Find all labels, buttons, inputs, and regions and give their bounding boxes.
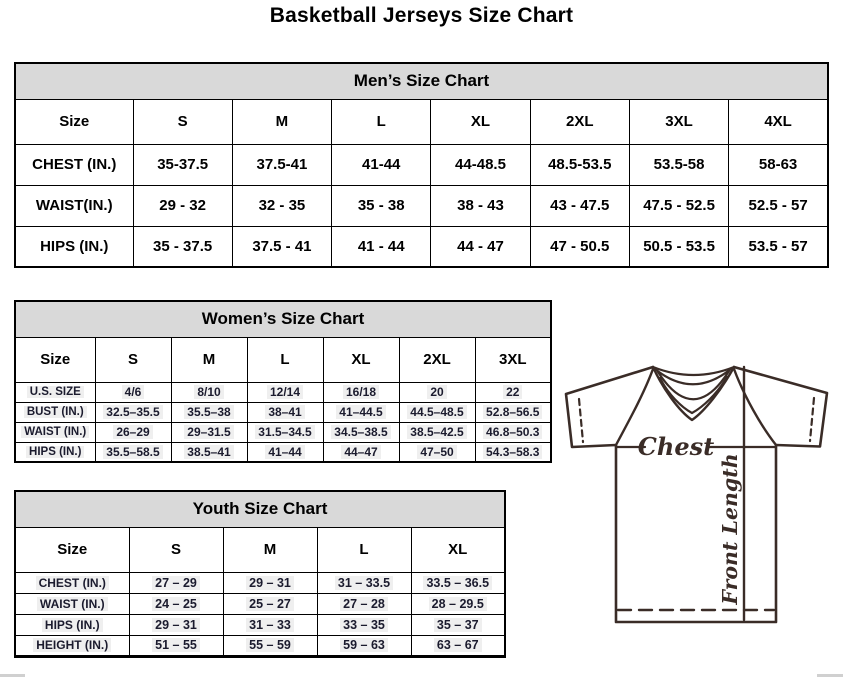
size-cell: 53.5 - 57	[729, 226, 828, 267]
row-label: HIPS (IN.)	[15, 614, 129, 635]
size-cell: 54.3–58.3	[475, 442, 551, 462]
size-cell: 16/18	[323, 382, 399, 402]
size-cell: 51 – 55	[129, 635, 223, 656]
row-label: WAIST (IN.)	[15, 422, 95, 442]
size-cell: 55 – 59	[223, 635, 317, 656]
column-header-2xl: 2XL	[530, 99, 629, 144]
size-cell: 29 – 31	[223, 572, 317, 593]
column-header-m: M	[232, 99, 331, 144]
size-cell: 47 - 50.5	[530, 226, 629, 267]
column-header-3xl: 3XL	[629, 99, 728, 144]
size-cell: 22	[475, 382, 551, 402]
size-cell: 31 – 33	[223, 614, 317, 635]
chest-label: Chest	[637, 432, 715, 461]
size-cell: 43 - 47.5	[530, 185, 629, 226]
size-cell: 32 - 35	[232, 185, 331, 226]
size-cell: 8/10	[171, 382, 247, 402]
size-cell: 35 - 38	[332, 185, 431, 226]
size-cell: 12/14	[247, 382, 323, 402]
row-label: U.S. SIZE	[15, 382, 95, 402]
jersey-outline	[566, 367, 827, 622]
scrollbar-fragment-right[interactable]	[817, 674, 843, 677]
table-row	[15, 185, 828, 226]
size-cell: 44-48.5	[431, 144, 530, 185]
size-cell: 35 – 37	[411, 614, 505, 635]
column-header-m: M	[171, 337, 247, 382]
row-label: WAIST(IN.)	[15, 185, 133, 226]
row-label: HEIGHT (IN.)	[15, 635, 129, 656]
column-header-xl: XL	[323, 337, 399, 382]
scrollbar-fragment-left[interactable]	[0, 674, 25, 677]
size-cell: 41-44	[332, 144, 431, 185]
size-cell: 34.5–38.5	[323, 422, 399, 442]
size-cell: 38.5–42.5	[399, 422, 475, 442]
size-cell: 4/6	[95, 382, 171, 402]
column-header-3xl: 3XL	[475, 337, 551, 382]
size-cell: 38.5–41	[171, 442, 247, 462]
column-header-m: M	[223, 527, 317, 572]
column-header-l: L	[332, 99, 431, 144]
row-label: HIPS (IN.)	[15, 226, 133, 267]
row-label: BUST (IN.)	[15, 402, 95, 422]
size-cell: 50.5 - 53.5	[629, 226, 728, 267]
men-chart-title: Men’s Size Chart	[15, 63, 828, 99]
size-cell: 24 – 25	[129, 593, 223, 614]
size-header: Size	[15, 337, 95, 382]
jersey-measurement-diagram	[550, 353, 843, 645]
size-cell: 38–41	[247, 402, 323, 422]
womens-size-table	[14, 300, 552, 463]
table-row	[15, 402, 551, 422]
size-cell: 63 – 67	[411, 635, 505, 656]
size-cell: 29 – 31	[129, 614, 223, 635]
table-row	[15, 422, 551, 442]
size-cell: 44 - 47	[431, 226, 530, 267]
size-header: Size	[15, 527, 129, 572]
size-cell: 20	[399, 382, 475, 402]
size-cell: 52.8–56.5	[475, 402, 551, 422]
size-cell: 35 - 37.5	[133, 226, 232, 267]
size-cell: 38 - 43	[431, 185, 530, 226]
size-cell: 44.5–48.5	[399, 402, 475, 422]
right-sleeve-seam	[734, 369, 776, 445]
size-cell: 58-63	[729, 144, 828, 185]
size-cell: 41–44	[247, 442, 323, 462]
column-header-l: L	[317, 527, 411, 572]
size-cell: 52.5 - 57	[729, 185, 828, 226]
table-row	[15, 614, 505, 635]
table-row	[15, 382, 551, 402]
size-cell: 46.8–50.3	[475, 422, 551, 442]
size-cell: 26–29	[95, 422, 171, 442]
column-header-l: L	[247, 337, 323, 382]
size-header: Size	[15, 99, 133, 144]
page-title: Basketball Jerseys Size Chart	[269, 4, 574, 27]
women-chart-title: Women’s Size Chart	[15, 301, 551, 337]
size-cell: 35-37.5	[133, 144, 232, 185]
size-cell: 48.5-53.5	[530, 144, 629, 185]
size-cell: 33.5 – 36.5	[411, 572, 505, 593]
row-label: HIPS (IN.)	[15, 442, 95, 462]
size-cell: 29–31.5	[171, 422, 247, 442]
mens-size-table	[14, 62, 829, 268]
column-header-s: S	[133, 99, 232, 144]
size-cell: 44–47	[323, 442, 399, 462]
size-cell: 37.5-41	[232, 144, 331, 185]
youth-chart-title: Youth Size Chart	[15, 491, 505, 527]
column-header-s: S	[129, 527, 223, 572]
left-sleeve-dash	[579, 399, 583, 442]
size-cell: 37.5 - 41	[232, 226, 331, 267]
table-row	[15, 593, 505, 614]
table-row	[15, 144, 828, 185]
table-row	[15, 442, 551, 462]
table-row	[15, 226, 828, 267]
size-cell: 32.5–35.5	[95, 402, 171, 422]
size-cell: 47.5 - 52.5	[629, 185, 728, 226]
size-cell: 27 – 28	[317, 593, 411, 614]
column-header-4xl: 4XL	[729, 99, 828, 144]
size-cell: 35.5–58.5	[95, 442, 171, 462]
front-length-label: Front Length	[718, 453, 742, 605]
column-header-2xl: 2XL	[399, 337, 475, 382]
size-cell: 28 – 29.5	[411, 593, 505, 614]
size-cell: 25 – 27	[223, 593, 317, 614]
size-cell: 35.5–38	[171, 402, 247, 422]
table-row	[15, 635, 505, 656]
size-cell: 31 – 33.5	[317, 572, 411, 593]
size-cell: 33 – 35	[317, 614, 411, 635]
row-label: CHEST (IN.)	[15, 572, 129, 593]
size-cell: 41–44.5	[323, 402, 399, 422]
size-cell: 27 – 29	[129, 572, 223, 593]
size-cell: 53.5-58	[629, 144, 728, 185]
table-row	[15, 572, 505, 593]
right-sleeve-dash	[810, 398, 814, 441]
collar-back-arc	[653, 367, 734, 375]
column-header-s: S	[95, 337, 171, 382]
column-header-xl: XL	[431, 99, 530, 144]
row-label: WAIST (IN.)	[15, 593, 129, 614]
column-header-xl: XL	[411, 527, 505, 572]
row-label: CHEST (IN.)	[15, 144, 133, 185]
size-cell: 47–50	[399, 442, 475, 462]
youth-size-table	[14, 490, 506, 658]
size-cell: 31.5–34.5	[247, 422, 323, 442]
size-cell: 29 - 32	[133, 185, 232, 226]
size-cell: 41 - 44	[332, 226, 431, 267]
size-cell: 59 – 63	[317, 635, 411, 656]
